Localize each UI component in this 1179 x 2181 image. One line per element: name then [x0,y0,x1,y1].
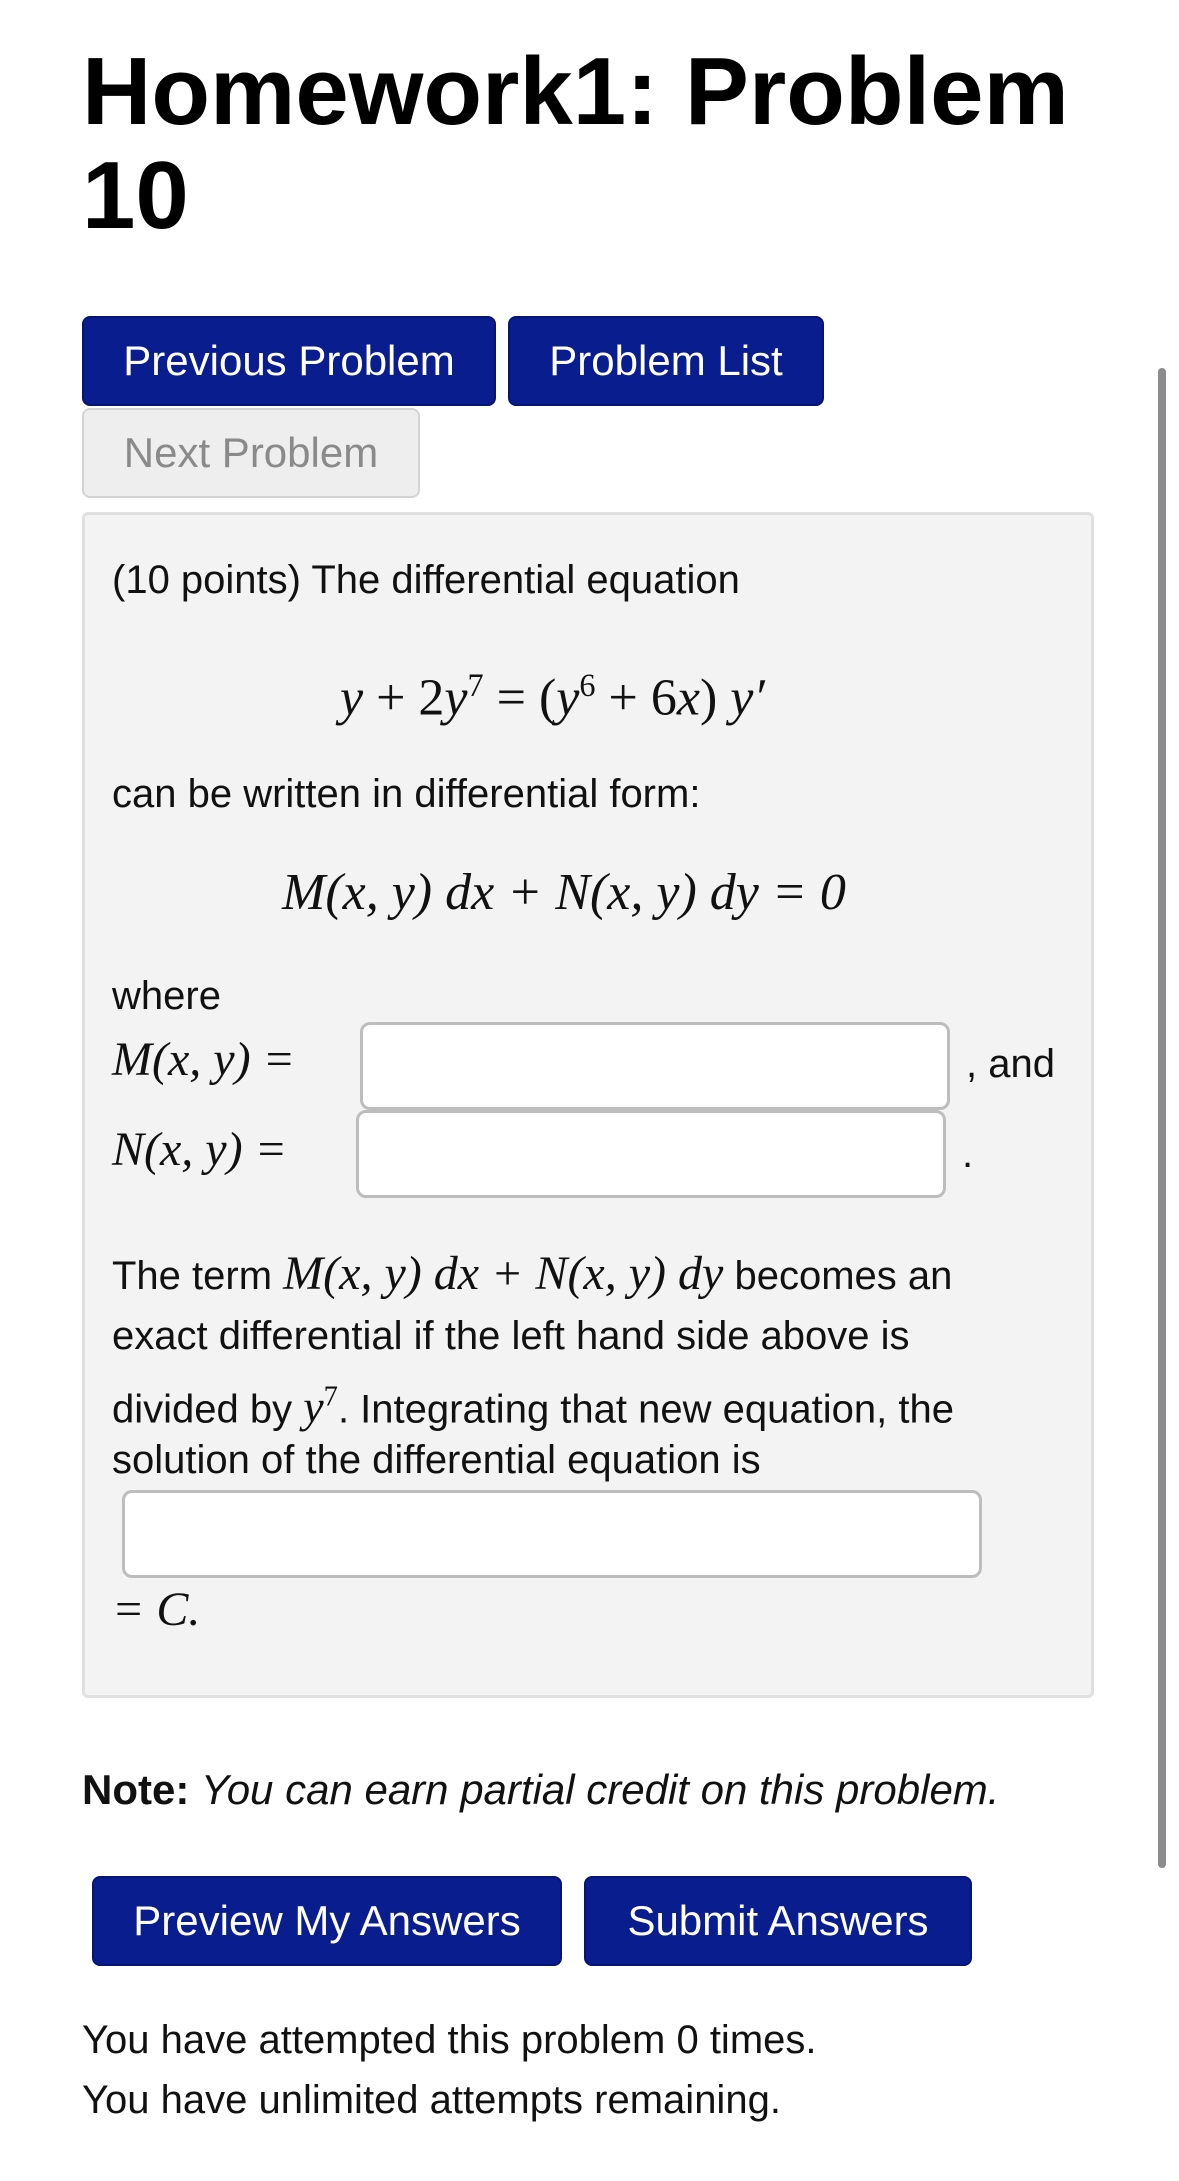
m-label: M(x, y) = [112,1033,295,1086]
note-label: Note: [82,1766,190,1813]
exact-paragraph-line2: exact differential if the left hand side above is [112,1314,910,1358]
page-title: Homework1: Problem 10 [82,38,1069,249]
exact-paragraph-line3: divided by $y^7$. Integrating that new equation, the [112,1381,954,1433]
preview-answers-button[interactable]: Preview My Answers [92,1876,562,1966]
m-suffix: , and [966,1042,1055,1086]
partial-credit-note [82,1760,999,1820]
previous-problem-button[interactable]: Previous Problem [82,316,496,406]
next-problem-button[interactable]: Next Problem [82,408,420,498]
problem-intro: (10 points) The differential equation [112,558,740,602]
remaining-text: You have unlimited attempts remaining. [82,2078,781,2122]
m-answer-input[interactable] [360,1022,950,1110]
note-text: You can earn partial credit on this problem. [201,1766,1000,1813]
n-label: N(x, y) = [112,1123,287,1176]
differential-form-text: can be written in differential form: [112,772,701,816]
page-scrollbar[interactable] [1158,368,1166,1868]
exact-paragraph-line4: solution of the differential equation is [112,1438,761,1482]
attempts-text: You have attempted this problem 0 times. [82,2018,817,2062]
problem-list-button[interactable]: Problem List [508,316,824,406]
n-suffix: . [962,1132,974,1176]
exact-paragraph-line1: The term M(x, y) dx + N(x, y) dy becomes an [112,1247,953,1300]
solution-suffix: = C. [112,1583,201,1636]
submit-answers-button[interactable]: Submit Answers [584,1876,972,1966]
where-label: where [112,974,221,1018]
n-answer-input[interactable] [356,1110,946,1198]
solution-answer-input[interactable] [122,1490,982,1578]
differential-equation: $y + 2y^7 = (y^6 + 6x)$ y′ [340,667,765,727]
differential-form-equation: M(x, y) dx + N(x, y) dy = 0 [282,864,846,921]
